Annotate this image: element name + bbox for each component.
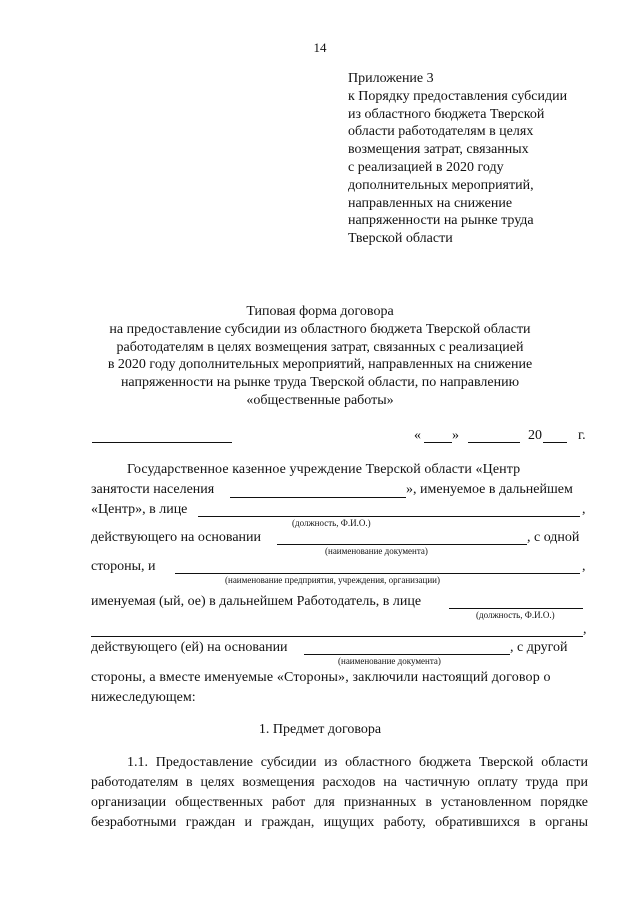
form-line-7-left: действующего (ей) на основании [91,640,288,655]
page-number: 14 [313,40,327,55]
appendix-line: к Порядку предоставления субсидии [348,88,568,104]
paragraph-line: 1.1. Предоставление субсидии из областного бюджета Тверской области [127,755,588,770]
place-blank-line [92,442,232,443]
form-line-3-left: «Центр», в лице [91,502,188,517]
title-line: работодателям в целях возмещения затрат, связанных с реализацией [116,339,524,355]
title-line: в 2020 году дополнительных мероприятий, направленных на снижение [107,357,533,373]
form-line-5-left: стороны, и [91,559,156,574]
title-line: напряженности на рынке труда Тверской области, по направлению [120,375,520,391]
caption-document: (наименование документа) [325,546,428,556]
appendix-line: направленных на снижение [348,195,513,211]
form-line-9: нижеследующем: [91,690,196,705]
form-line-7-right: , с другой [510,640,568,655]
title-line: «общественные работы» [246,392,394,408]
appendix-line: с реализацией в 2020 году [348,159,504,175]
date-year-blank [543,442,567,443]
employer-basis-document-blank [304,654,510,655]
form-line-4-right: , с одной [527,530,580,545]
appendix-line: дополнительных мероприятий, [348,177,534,193]
employer-organization-blank [175,573,580,574]
title-line: Типовая форма договора [246,304,394,319]
employer-representative-blank-continued [91,636,583,637]
appendix-line: возмещения затрат, связанных [348,142,529,158]
section-title: 1. Предмет договора [258,722,382,737]
document-title [60,303,580,410]
comma: , [582,502,586,517]
form-line-6-left: именуемая (ый, ое) в дальнейшем Работодатель, в лице [91,594,422,609]
form-line-2-right: », именуемое в дальнейшем [406,482,573,497]
caption-organization: (наименование предприятия, учреждения, организации) [225,575,440,585]
appendix-line: из областного бюджета Тверской [348,106,545,122]
appendix-line: области работодателям в целях [348,124,534,140]
appendix-line: Приложение 3 [348,71,434,86]
center-basis-document-blank [277,544,527,545]
paragraph-line: безработными граждан и граждан, ищущих работу, обратившихся в органы [91,815,588,830]
appendix-line: напряженности на рынке труда [348,213,534,229]
paragraph-line: работодателям в целях возмещения расходов на частичную оплату труда при [91,775,588,790]
form-line-4-left: действующего на основании [91,530,262,545]
center-representative-blank [198,516,580,517]
date-day-blank [424,442,452,443]
date-month-blank [468,442,520,443]
paragraph-1-1 [91,753,588,833]
form-line-2-left: занятости населения [91,482,215,497]
paragraph-line: организации общественных работ для признанных в установленном порядке [91,795,588,810]
form-line-8: стороны, а вместе именуемые «Стороны», заключили настоящий договор о [91,670,551,685]
date-year-prefix: 20 [528,428,542,443]
title-line: на предоставление субсидии из областного бюджета Тверской области [109,321,531,337]
caption-document-2: (наименование документа) [338,656,441,666]
employer-representative-blank [449,608,583,609]
caption-position-2: (должность, Ф.И.О.) [476,610,555,620]
appendix-line: Тверской области [348,231,453,247]
center-name-blank [230,497,406,498]
caption-position: (должность, Ф.И.О.) [292,518,371,528]
appendix-block [348,70,567,248]
date-quote-open: « [414,428,421,443]
form-line-1: Государственное казенное учреждение Тверской области «Центр [127,462,521,477]
comma: , [582,559,586,574]
comma: , [583,622,587,637]
date-quote-close: » [452,428,459,443]
date-year-suffix: г. [578,428,586,443]
